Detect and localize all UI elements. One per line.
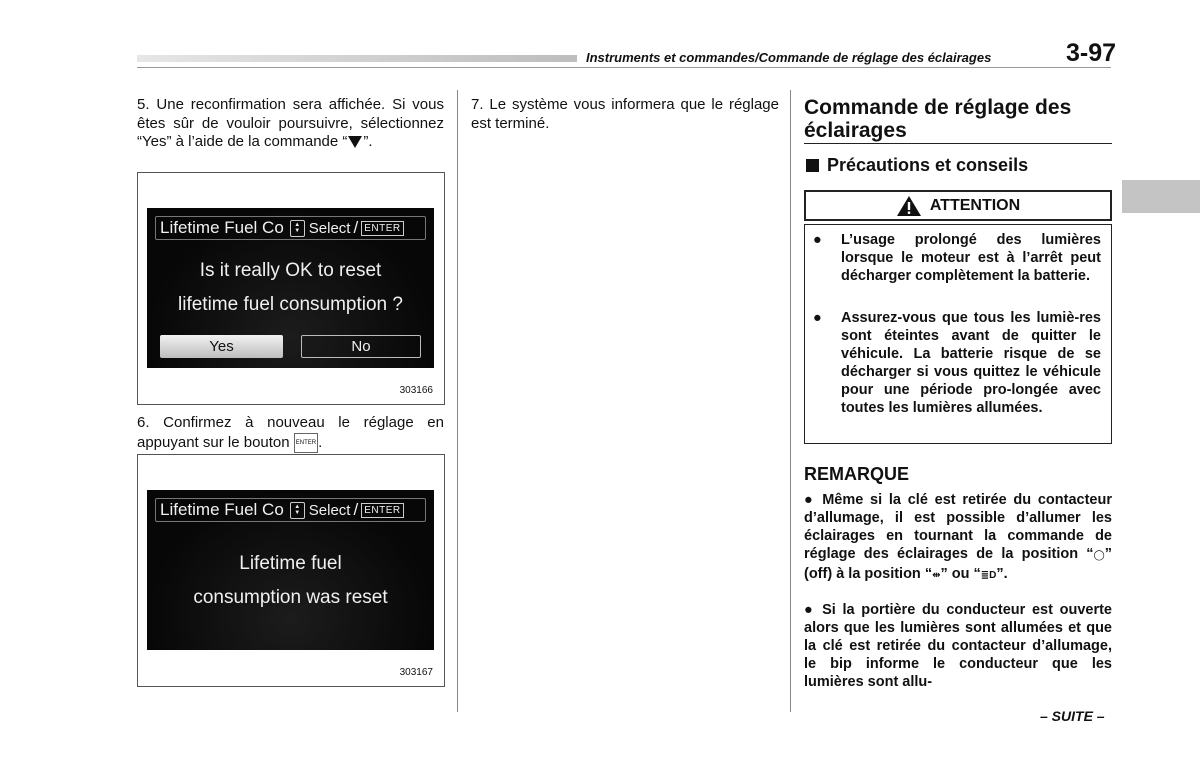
header-bar [137, 55, 577, 62]
attention-box [804, 224, 1112, 444]
enter-label: ENTER [361, 503, 403, 518]
step-7: 7. Le système vous informera que le réglage est terminé. [471, 96, 779, 132]
warning-triangle-icon [896, 195, 922, 217]
figure-reset-done [137, 454, 445, 687]
step-5: 5. Une reconfirmation sera affichée. Si vous êtes sûr de vouloir poursuivre, sélectionnez “Yes” à l’aide de la commande “ ”. [137, 96, 444, 150]
column-divider-1 [457, 90, 458, 712]
headlight-icon: ≣D [980, 570, 997, 581]
page-number: 3-97 [1066, 39, 1117, 67]
remarque-title: REMARQUE [804, 464, 910, 484]
square-bullet-icon [806, 159, 819, 172]
enter-label: ENTER [361, 221, 403, 236]
up-down-icon: ▲ ▼ [290, 220, 305, 237]
step-6: 6. Confirmez à nouveau le réglage en appuyant sur le bouton ENTER . [137, 414, 444, 453]
column-divider-2 [790, 90, 791, 712]
figure-code: 303166 [399, 385, 433, 396]
remarque-item: ● Si la portière du conducteur est ouverte alors que les lumières sont allumées et que la clé est retirée du contacteur d’allumage, le bip informe le conducteur que les lumières sont allu- [804, 602, 1112, 690]
display-screen [147, 490, 434, 650]
screen-title-bar [155, 498, 426, 522]
screen-title: Lifetime Fuel Co [160, 218, 284, 237]
no-button: No [301, 335, 421, 358]
screen-title-bar [155, 216, 426, 240]
section-heading: Commande de réglage des éclairages [804, 96, 1072, 142]
slash: / [353, 218, 359, 237]
attention-item: ● Assurez-vous que tous les lumiè-res sont éteintes avant de quitter le véhicule. La batterie risque de se décharger si vous quittez le véhicule pour une période pro-longée avec toutes les lumières allumées. [813, 310, 1101, 416]
screen-message-line2: lifetime fuel consumption ? [178, 294, 403, 315]
screen-title: Lifetime Fuel Co [160, 500, 284, 519]
heading-rule [804, 143, 1112, 144]
attention-item: ● L’usage prolongé des lumières lorsque le moteur est à l’arrêt peut décharger complètement la batterie. [813, 232, 1101, 284]
display-screen [147, 208, 434, 368]
figure-reconfirm [137, 172, 445, 405]
select-label: Select [308, 219, 351, 237]
down-triangle-icon [348, 136, 362, 148]
section-title: Instruments et commandes/Commande de réglage des éclairages [586, 50, 992, 65]
off-circle-icon: ◯ [1093, 550, 1105, 561]
continued-label: – SUITE – [1040, 708, 1105, 724]
subheading: Précautions et conseils [806, 155, 1028, 176]
screen-message-line2: consumption was reset [193, 587, 388, 608]
up-down-icon: ▲ ▼ [290, 502, 305, 519]
attention-header: ATTENTION [804, 190, 1112, 221]
enter-button-icon: ENTER [294, 433, 318, 454]
parking-light-icon: ⇹ [932, 570, 941, 581]
chapter-tab [1122, 180, 1200, 213]
header-rule [137, 67, 1111, 68]
slash: / [353, 500, 359, 519]
select-label: Select [308, 501, 351, 519]
remarque-item: ● Même si la clé est retirée du contacteur d’allumage, il est possible d’allumer les éclairages en tournant la commande de réglage des éclairages de la position “◯” (off) à la position “⇹” ou “≣D”. [804, 491, 1112, 585]
yes-button: Yes [160, 335, 283, 358]
screen-message-line1: Lifetime fuel [239, 553, 342, 574]
figure-code: 303167 [399, 667, 433, 678]
screen-message-line1: Is it really OK to reset [199, 260, 382, 281]
